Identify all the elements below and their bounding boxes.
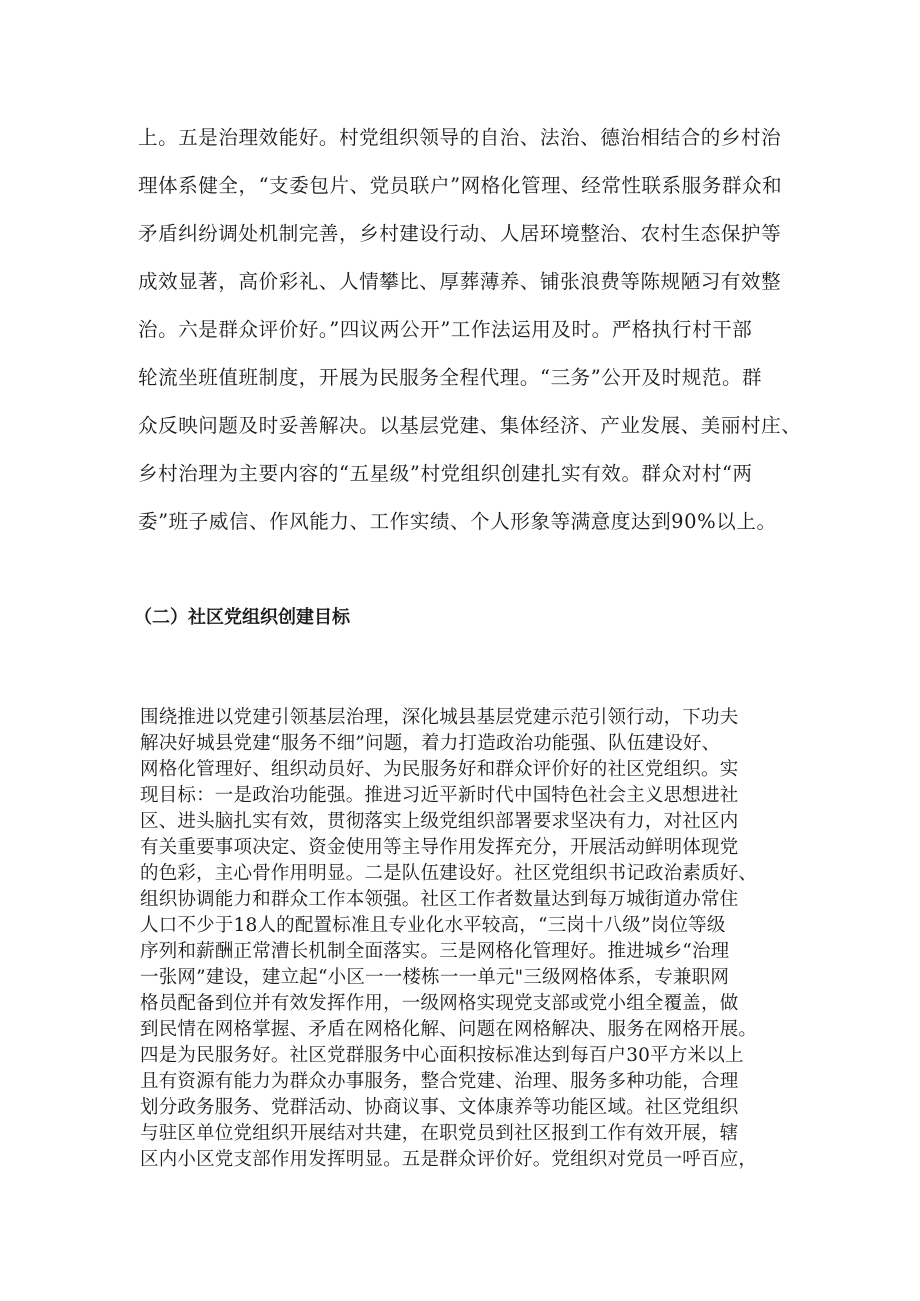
paragraph-line: 围绕推进以党建引领基层治理，深化城县基层党建示范引领行动，下功夫 xyxy=(140,707,739,728)
paragraph-line: 的色彩，主心骨作用明显。二是队伍建设好。社区党组织书记政治素质好、 xyxy=(140,863,758,884)
paragraph-line: 委”班子威信、作风能力、工作实绩、个人形象等满意度达到90%以上。 xyxy=(138,510,777,533)
paragraph-line: 众反映问题及时妥善解决。以基层党建、集体经济、产业发展、美丽村庄、 xyxy=(138,414,802,437)
paragraph-line: 成效显著，高价彩礼、人情攀比、厚葬薄养、铺张浪费等陈规陋习有效整 xyxy=(138,270,782,293)
paragraph-line: 区、进头脑扎实有效，贯彻落实上级党组织部署要求坚决有力，对社区内 xyxy=(140,811,739,832)
paragraph-line: 有关重要事项决定、资金使用等主导作用发挥充分，开展活动鲜明体现党 xyxy=(140,837,739,858)
paragraph-line: 解决好城县党建“服务不细”问题，着力打造政治功能强、队伍建设好、 xyxy=(140,733,721,754)
paragraph-line: 网格化管理好、组织动员好、为民服务好和群众评价好的社区党组织。实 xyxy=(140,759,739,780)
paragraph-line: 乡村治理为主要内容的“五星级”村党组织创建扎实有效。群众对村“两 xyxy=(138,462,753,485)
paragraph-line: 四是为民服务好。社区党群服务中心面积按标准达到每百户30平方米以上 xyxy=(140,1045,744,1066)
paragraph-line: 区内小区党支部作用发挥明显。五是群众评价好。党组织对党员一呼百应， xyxy=(140,1149,758,1170)
paragraph-line: 且有资源有能力为群众办事服务，整合党建、治理、服务多种功能，合理 xyxy=(140,1071,739,1092)
paragraph-line: 人口不少于18人的配置标准且专业化水平较高，“三岗十八级”岗位等级 xyxy=(140,915,726,936)
paragraph-line: 到民情在网格掌握、矛盾在网格化解、问题在网格解决、服务在网格开展。 xyxy=(140,1019,758,1040)
paragraph-line: 理体系健全，“支委包片、党员联户”网格化管理、经常性联系服务群众和 xyxy=(138,174,783,197)
section-heading: （二）社区党组织创建目标 xyxy=(134,607,350,628)
paragraph-line: 划分政务服务、党群活动、协商议事、文体康养等功能区域。社区党组织 xyxy=(140,1097,739,1118)
paragraph-line: 与驻区单位党组织开展结对共建，在职党员到社区报到工作有效开展，辖 xyxy=(140,1123,739,1144)
paragraph-line: 现目标：一是政治功能强。推进习近平新时代中国特色社会主义思想进社 xyxy=(140,785,739,806)
paragraph-line: 轮流坐班值班制度，开展为民服务全程代理。“三务”公开及时规范。群 xyxy=(138,366,763,389)
paragraph-line: 上。五是治理效能好。村党组织领导的自治、法治、德治相结合的乡村治 xyxy=(138,126,782,149)
paragraph-line: 序列和薪酬正常漕长机制全面落实。三是网格化管理好。推进城乡“治理 xyxy=(140,941,730,962)
paragraph-line: 组织协调能力和群众工作本领强。社区工作者数量达到每万城街道办常住 xyxy=(140,889,739,910)
paragraph-line: 一张网”建设，建立起“小区一一楼栋一一单元"三级网格体系，专兼职网 xyxy=(140,967,730,988)
paragraph-line: 矛盾纠纷调处机制完善，乡村建设行动、人居环境整治、农村生态保护等 xyxy=(138,222,782,245)
paragraph-line: 格员配备到位并有效发挥作用，一级网格实现党支部或党小组全覆盖，做 xyxy=(140,993,739,1014)
paragraph-line: 治。六是群众评价好。”四议两公开”工作法运用及时。严格执行村干部 xyxy=(138,318,753,341)
